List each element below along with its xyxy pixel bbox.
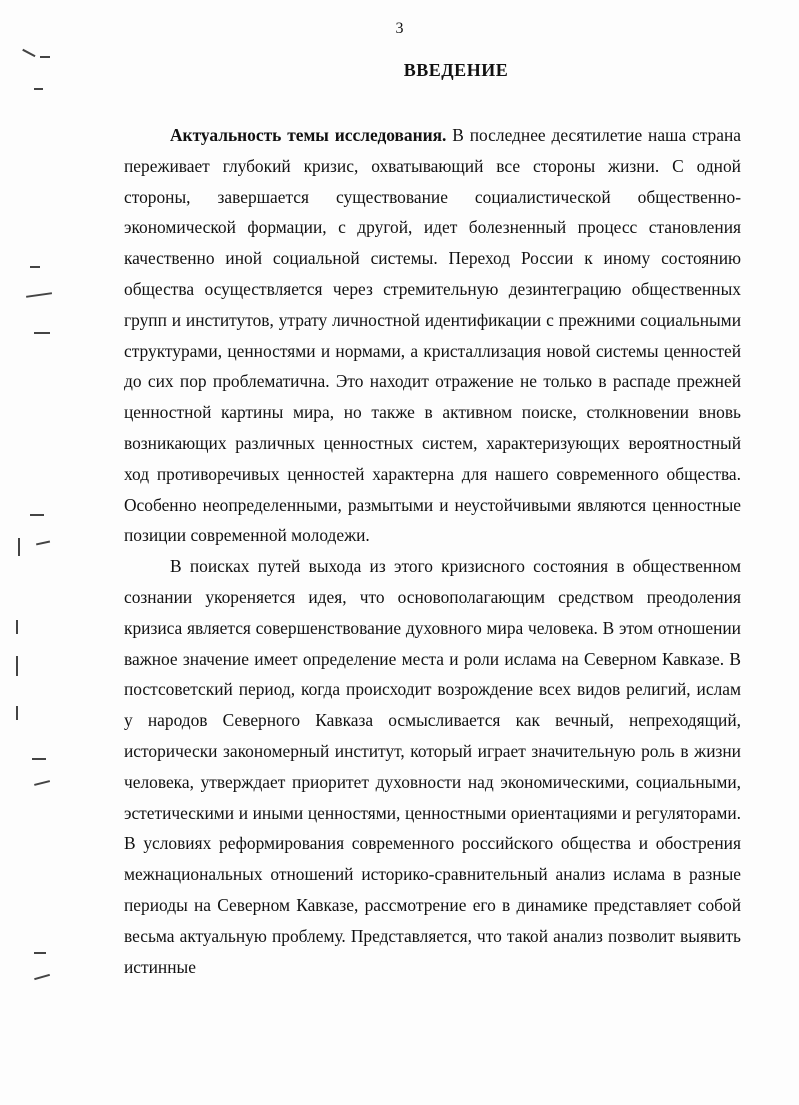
body-text — [124, 120, 741, 982]
scan-mark — [16, 620, 18, 634]
scan-mark — [22, 49, 35, 57]
paragraph-1 — [124, 120, 741, 551]
scan-mark — [26, 292, 52, 297]
scan-mark — [34, 974, 50, 980]
paragraph-lead: Актуальность темы исследования. — [170, 125, 447, 145]
scan-mark — [34, 332, 50, 334]
scan-mark — [30, 514, 44, 516]
scan-mark — [32, 758, 46, 760]
section-heading: ВВЕДЕНИЕ — [403, 60, 509, 80]
scan-mark — [16, 656, 18, 676]
scan-mark — [16, 706, 18, 720]
scan-mark — [30, 266, 40, 268]
paragraph-text: В поисках путей выхода из этого кризисного состояния в общественном сознании укореняется идея, что основополагающим средством преодоления кризиса является совершенствование духовного мира человека. В этом отношении важное значение имеет определение места и роли ислама на Северном Кавказе. В постсоветский период, когда происходит возрождение всех видов религий, ислам у народов Северного Кавказа осмысливается как вечный, непреходящий, исторически закономерный институт, который играет значительную роль в жизни человека, утверждает приоритет духовности над экономическими, социальными, эстетическими и иными ценностями, ценностными ориентациями и регуляторами. В условиях реформирования современного российского общества и обострения межнациональных отношений историко-сравнительный анализ ислама в разные периоды на Северном Кавказе, рассмотрение его в динамике представляет собой весьма актуальную проблему. Представляется, что такой анализ позволит выявить истинные — [124, 556, 741, 977]
scan-mark — [18, 538, 20, 556]
paragraph-2 — [124, 551, 741, 982]
paragraph-text: В последнее десятилетие наша страна переживает глубокий кризис, охватывающий все стороны жизни. С одной стороны, завершается существование социалистической общественно-экономической формации, с другой, идет болезненный процесс становления качественно иной социальной системы. Переход России к иному состоянию общества осуществляется через стремительную дезинтеграцию общественных групп и институтов, утрату личностной идентификации с прежними социальными структурами, ценностями и нормами, а кристаллизация новой системы ценностей до сих пор проблематична. Это находит отражение не только в распаде прежней ценностной картины мира, но также в активном поиске, столкновении вновь возникающих различных ценностных систем, характеризующих вероятностный ход противоречивых ценностей характерна для нашего современного общества. Особенно неопределенными, размытыми и неустойчивыми являются ценностные позиции современной молодежи. — [124, 125, 742, 546]
scan-mark — [34, 952, 46, 954]
scan-mark — [36, 541, 50, 545]
page-number: 3 — [395, 20, 404, 37]
scan-mark — [40, 56, 50, 58]
scan-mark — [34, 780, 50, 785]
scan-mark — [34, 88, 43, 90]
